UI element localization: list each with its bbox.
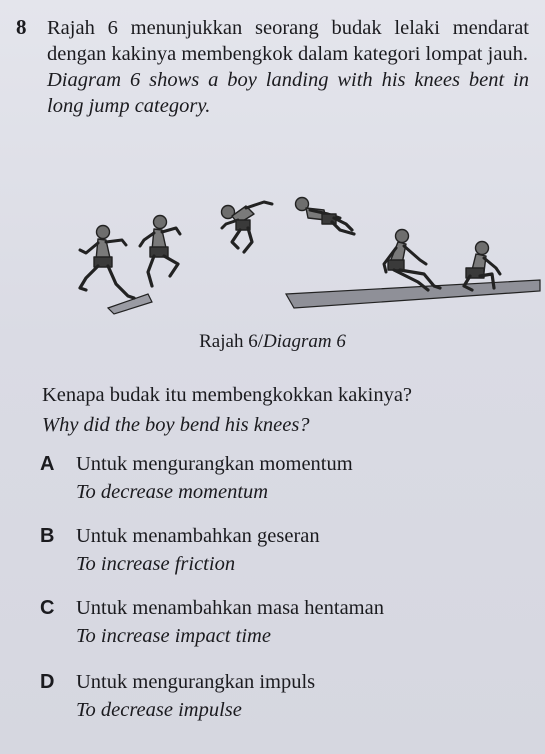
option-letter: B [40,525,55,547]
runner-figure-2 [140,216,180,287]
option-text-english: To decrease impulse [76,699,242,721]
option-letter: C [40,597,55,619]
option-text-malay: Untuk menambahkan geseran [76,525,320,547]
option-letter: D [40,671,55,693]
option-text-english: To decrease momentum [76,481,269,503]
jumper-figure-flight-1 [222,202,273,252]
option-text-english: To increase friction [76,553,236,575]
question-stem [47,15,529,119]
option-text-english: To increase impact time [76,625,271,647]
question-prompt [42,380,537,440]
option-a[interactable] [40,450,535,506]
jumper-figure-landing-1 [384,230,440,291]
option-letter: A [40,453,55,475]
long-jump-diagram [40,190,545,325]
stem-english: Diagram 6 shows a boy landing with his knees bent in long jump category. [47,69,529,117]
option-text-malay: Untuk mengurangkan momentum [76,453,353,475]
sand-pit [286,280,540,308]
option-d[interactable] [40,668,535,724]
diagram-caption [0,331,545,353]
jumper-figure-flight-2 [296,198,355,235]
option-c[interactable] [40,594,535,650]
stem-malay: Rajah 6 menunjukkan seorang budak lelaki mendarat dengan kakinya membengkok dalam kategori lompat jauh. [47,17,529,65]
caption-english: Diagram 6 [262,331,346,352]
runner-figure-1 [80,226,134,299]
prompt-malay: Kenapa budak itu membengkokkan kakinya? [42,384,413,406]
question-number: 8 [16,15,27,39]
option-text-malay: Untuk mengurangkan impuls [76,671,316,693]
caption-malay: Rajah 6/ [199,331,263,352]
option-b[interactable] [40,522,535,578]
option-text-malay: Untuk menambahkan masa hentaman [76,597,384,619]
prompt-english: Why did the boy bend his knees? [42,414,310,436]
